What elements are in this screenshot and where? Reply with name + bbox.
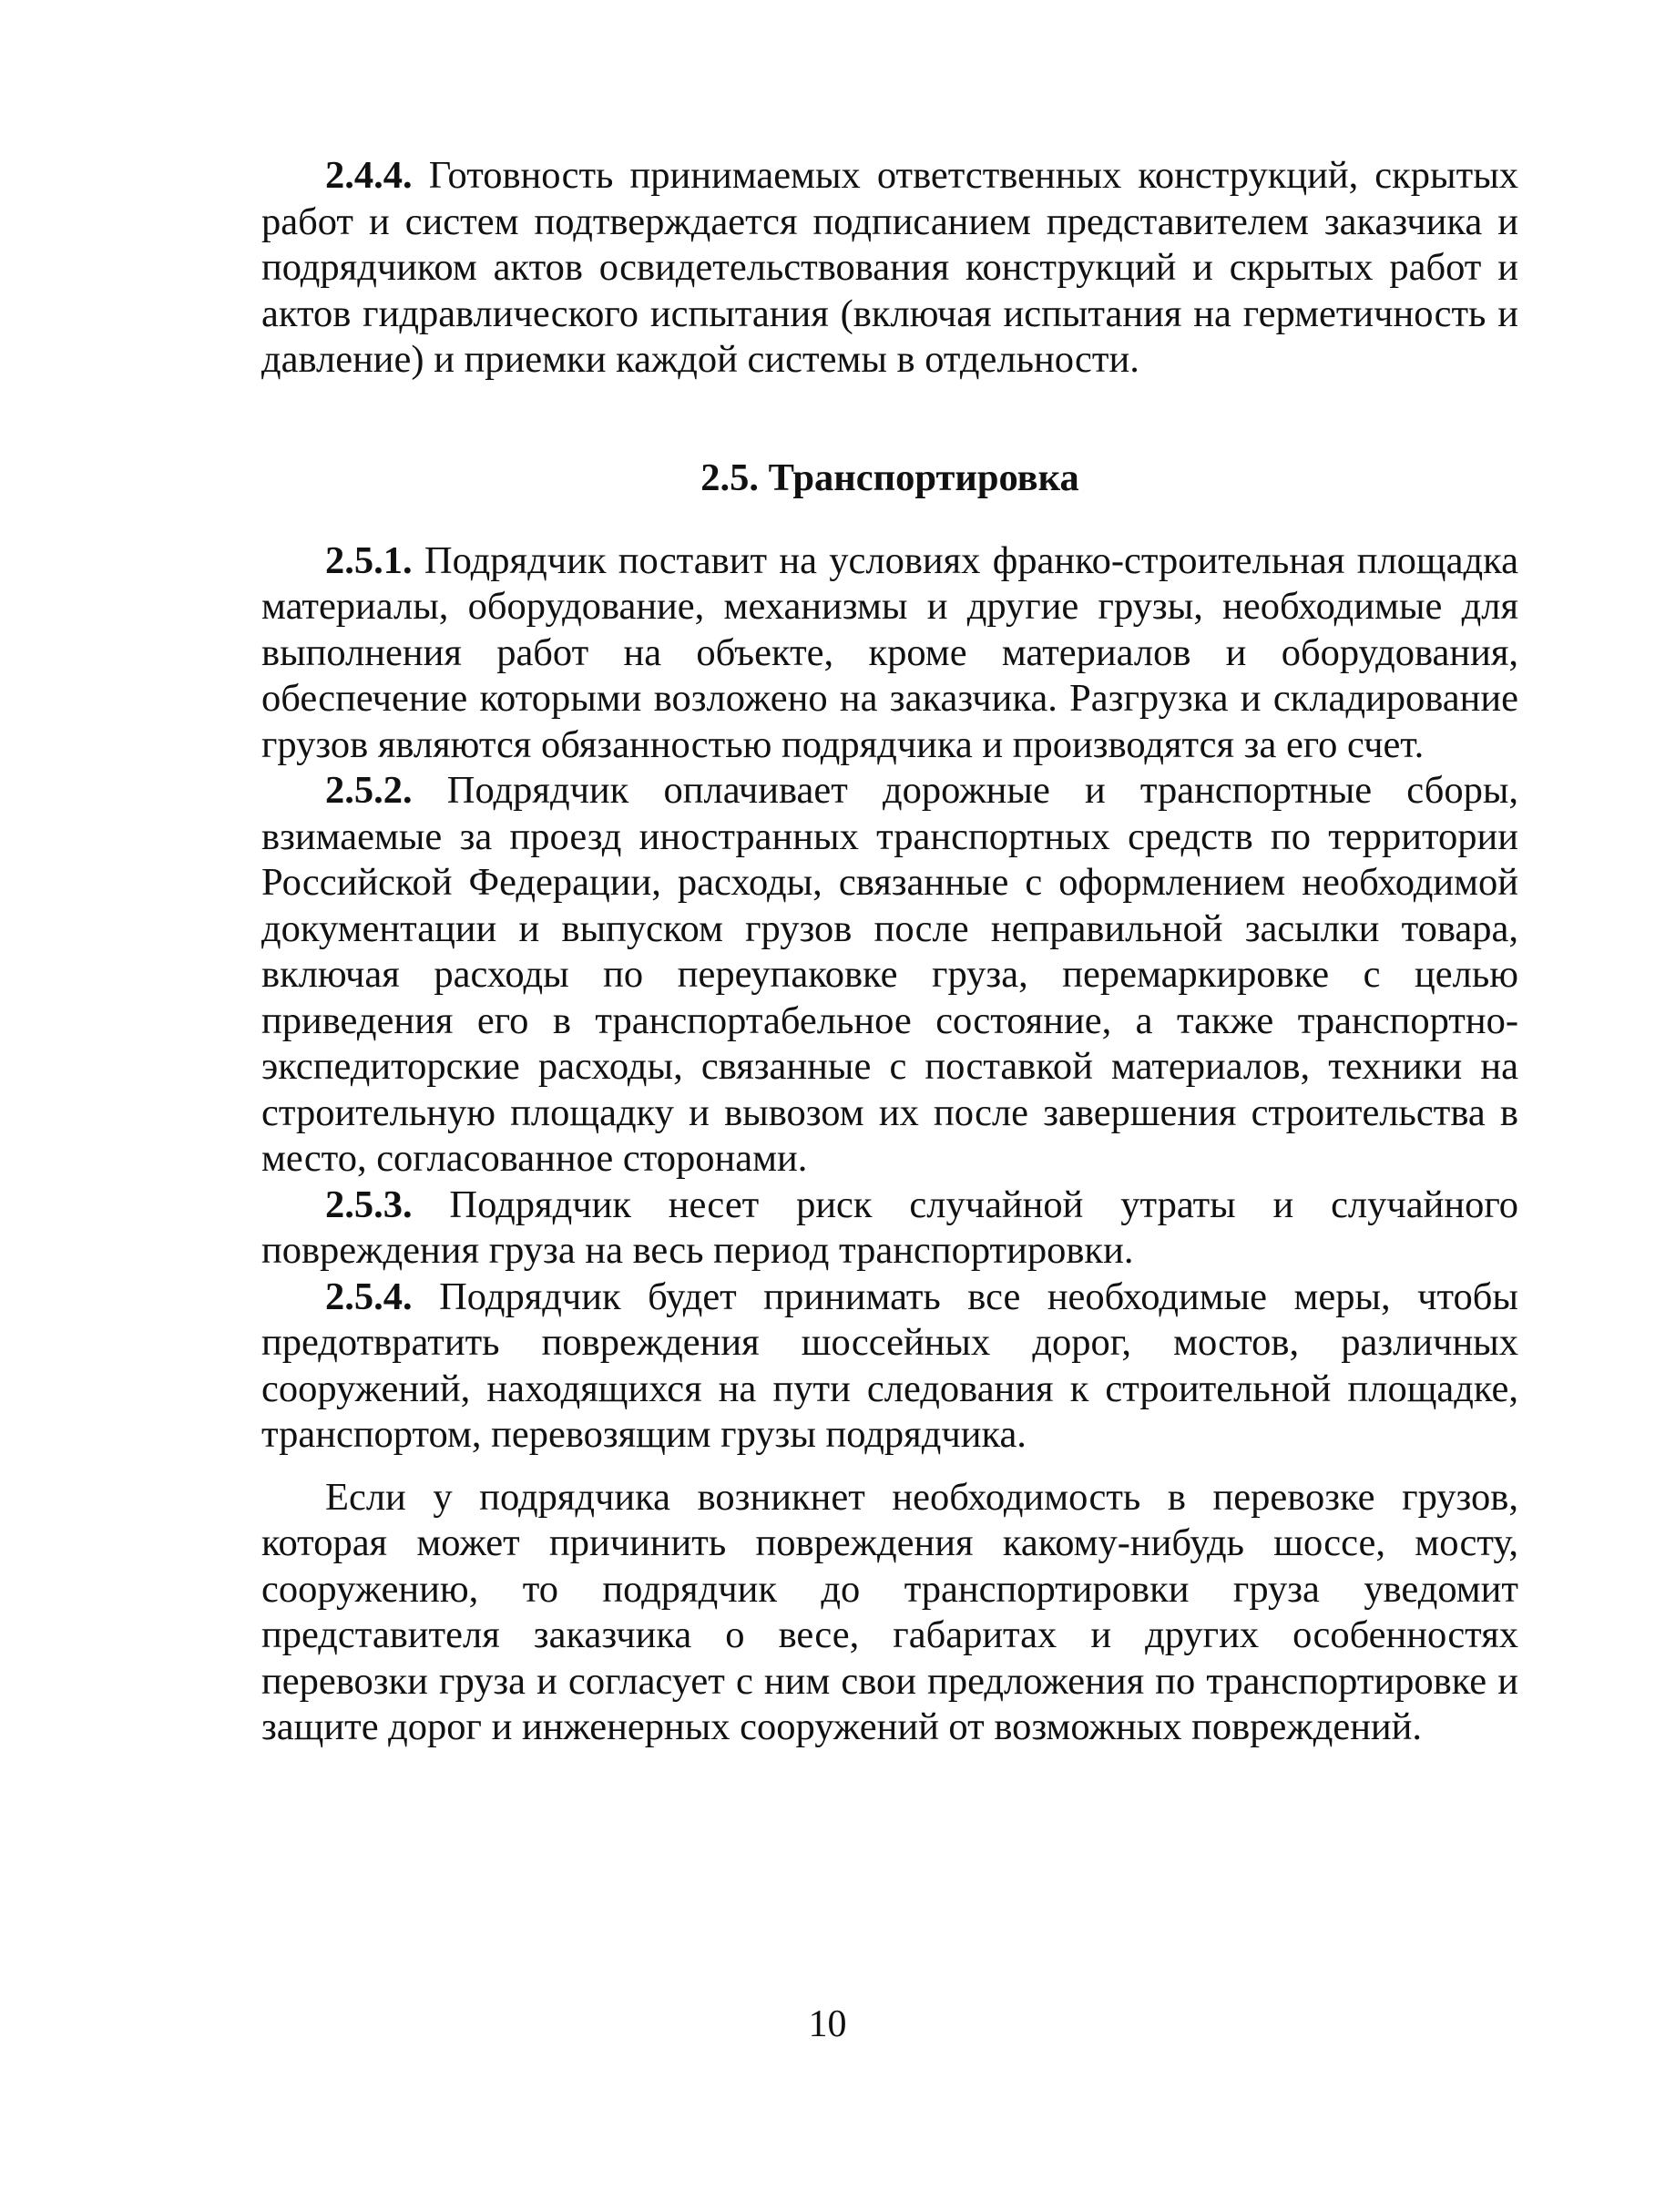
paragraph-text: Подрядчик несет риск случайной утраты и случайного повреждения груза на весь период транспортировки. xyxy=(261,1183,1518,1272)
paragraph-text: Подрядчик будет принимать все необходимые меры, чтобы предотвратить повреждения шоссейных дорог, мостов, различных сооружений, находящихся на пути следования к строительной площадке, транспортом, перевозящим грузы подрядчика. xyxy=(261,1275,1518,1456)
paragraph-text: Подрядчик оплачивает дорожные и транспортные сборы, взимаемые за проезд иностранных транспортных средств по территории Российской Федерации, расходы, связанные с оформлением необходимой документации и выпуском грузов после неправильной засылки товара, включая расходы по переупаковке груза, перемаркировке с целью приведения его в транспортабельное состояние, а также транспортно-экспедиторские расходы, связанные с поставкой материалов, техники на строительную площадку и вывозом их после завершения строительства в место, согласованное сторонами. xyxy=(261,769,1518,1180)
paragraph-2-5-4 xyxy=(261,1275,1518,1459)
paragraph-2-5-3 xyxy=(261,1183,1518,1275)
paragraph-number: 2.5.4. xyxy=(325,1275,413,1318)
document-page xyxy=(261,153,1518,1751)
paragraph-number: 2.5.2. xyxy=(325,769,413,812)
section-heading: 2.5. Транспортировка xyxy=(700,456,1079,499)
paragraph-final: Если у подрядчика возникнет необходимость в перевозке грузов, которая может причинить повреждения какому-нибудь шоссе, мосту, сооружению, то подрядчик до транспортировки груза уведомит представителя заказчика о весе, габаритах и других особенностях перевозки груза и согласует с ним свои предложения по транспортировке и защите дорог и инженерных сооружений от возможных повреждений. xyxy=(261,1475,1518,1748)
paragraph-2-5-1 xyxy=(261,538,1518,769)
paragraph-2-5-2 xyxy=(261,768,1518,1183)
paragraph-text: Готовность принимаемых ответственных конструкций, скрытых работ и систем подтверждается подписанием представителем заказчика и подрядчиком актов освидетельствования конструкций и скрытых работ и актов гидравлического испытания (включая испытания на герметичность и давление) и приемки каждой системы в отдельности. xyxy=(261,154,1518,381)
paragraph-number: 2.4.4. xyxy=(325,154,413,197)
page-number: 10 xyxy=(808,2003,847,2045)
paragraph-2-4-4 xyxy=(261,153,1518,384)
paragraph-text: Подрядчик поставит на условиях франко-строительная площадка материалы, оборудование, механизмы и другие грузы, необходимые для выполнения работ на объекте, кроме материалов и оборудования, обеспечение которыми возложено на заказчика. Разгрузка и складирование грузов являются обязанностью подрядчика и производятся за его счет. xyxy=(261,538,1518,766)
paragraph-number: 2.5.1. xyxy=(325,538,413,582)
paragraph-number: 2.5.3. xyxy=(325,1183,413,1226)
